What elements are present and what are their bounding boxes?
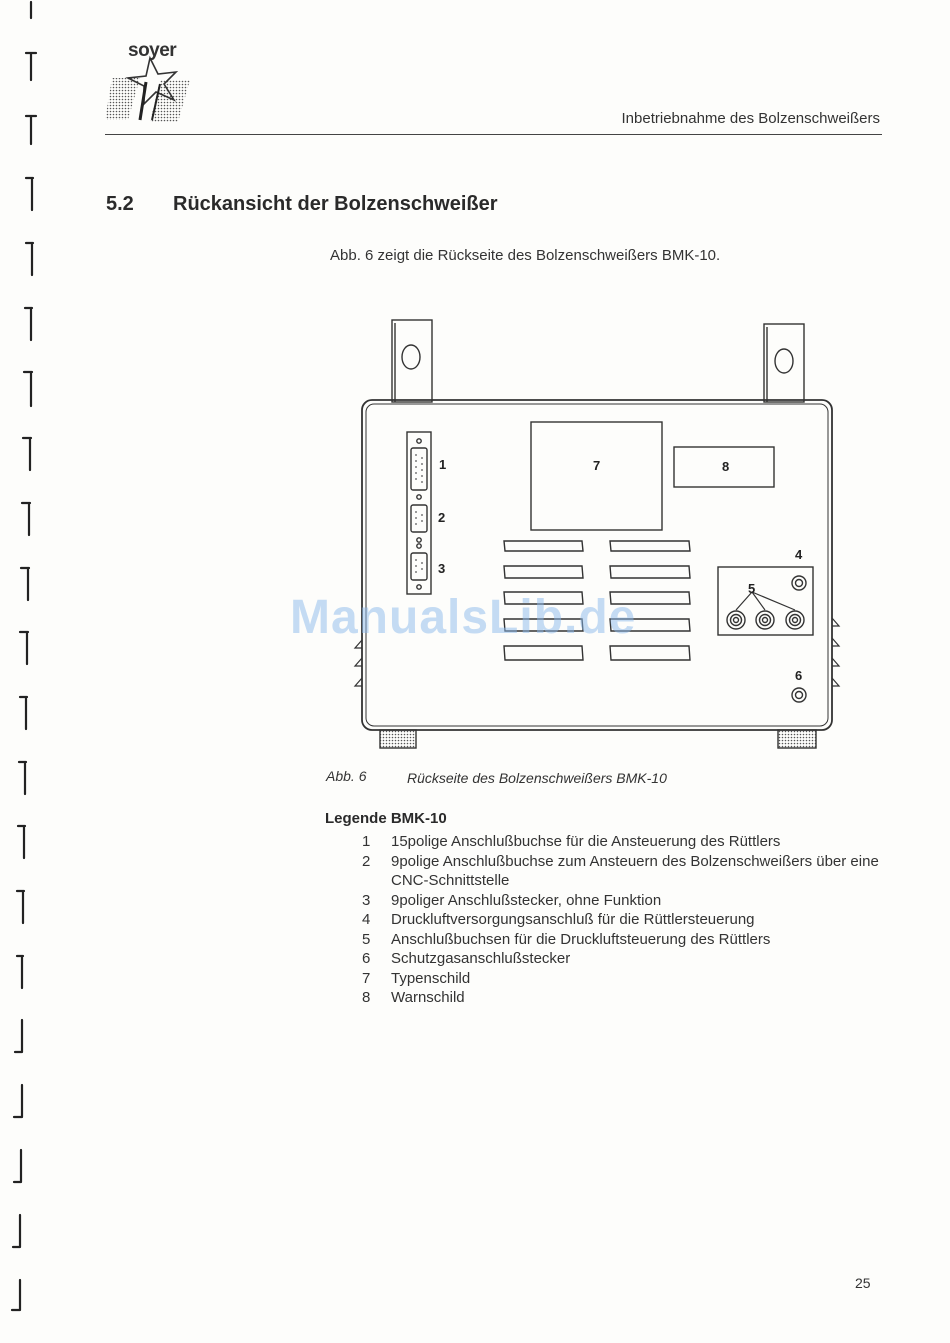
legend-item-text: 9poliger Anschlußstecker, ohne Funktion [391,891,662,909]
watermark: ManualsLib.de [290,591,637,644]
legend-item-text: Anschlußbuchsen für die Druckluftsteuerung des Rüttlers [391,930,771,948]
header-title: Inbetriebnahme des Bolzenschweißers [621,110,880,127]
connector-2 [411,505,427,532]
label-3: 3 [438,561,446,576]
legend-item [362,891,892,911]
legend-item [362,832,892,852]
section-title: Rückansicht der Bolzenschweißer [173,193,498,215]
label-2: 2 [438,510,446,525]
legend-item [362,969,892,989]
figure-caption-text: Rückseite des Bolzenschweißers BMK-10 [407,770,667,786]
connector-1 [411,448,427,490]
legend-item-number: 5 [362,930,371,948]
label-4: 4 [795,547,803,562]
figure-caption-label: Abb. 6 [326,768,367,784]
housing-outline [362,400,832,730]
legend-item-text: Schutzgasanschlußstecker [391,950,571,967]
header-divider [105,134,882,135]
soyer-logo [100,38,210,128]
legend-item [362,910,892,930]
legend-item-text: Druckluftversorgungsanschluß für die Rüttlersteuerung [391,911,755,928]
legend-item-number: 8 [362,989,371,1006]
legend-item-text: 9polige Anschlußbuchse zum Ansteuern des Bolzenschweißers über eine CNC-Schnittstelle [391,852,879,889]
legend-title: Legende BMK-10 [325,810,447,827]
intro-text: Abb. 6 zeigt die Rückseite des Bolzenschweißers BMK-10. [330,247,721,264]
legend-item [362,930,892,950]
logo-wordmark: soyer [128,40,177,61]
legend-item [362,988,892,1008]
label-6: 6 [795,668,803,683]
legend-item-text: 15polige Anschlußbuchse für die Ansteuerung des Rüttlers [391,833,781,850]
binding-marks [0,0,40,1343]
legend-item-number: 4 [362,911,371,928]
lifting-lug-right [764,324,804,402]
legend-item-text: Typenschild [391,969,471,987]
section-number: 5.2 [106,193,134,215]
logo-star-icon [100,38,210,128]
legend-item-number: 1 [362,833,371,850]
legend-item-number: 2 [362,852,371,870]
legend-list [362,832,892,1008]
lifting-lug-left [392,320,432,402]
legend-item-number: 7 [362,969,371,987]
legend-item [362,949,892,969]
legend-item-number: 6 [362,950,371,967]
label-5: 5 [748,581,756,596]
legend-item-number: 3 [362,891,371,909]
rear-view-figure [340,310,850,765]
label-7: 7 [593,458,601,473]
label-1: 1 [439,457,447,472]
page-number: 25 [855,1275,871,1291]
connector-3 [411,553,427,580]
legend-item [362,852,892,891]
label-8: 8 [722,459,730,474]
legend-item-text: Warnschild [391,989,465,1006]
type-plate [531,422,662,530]
